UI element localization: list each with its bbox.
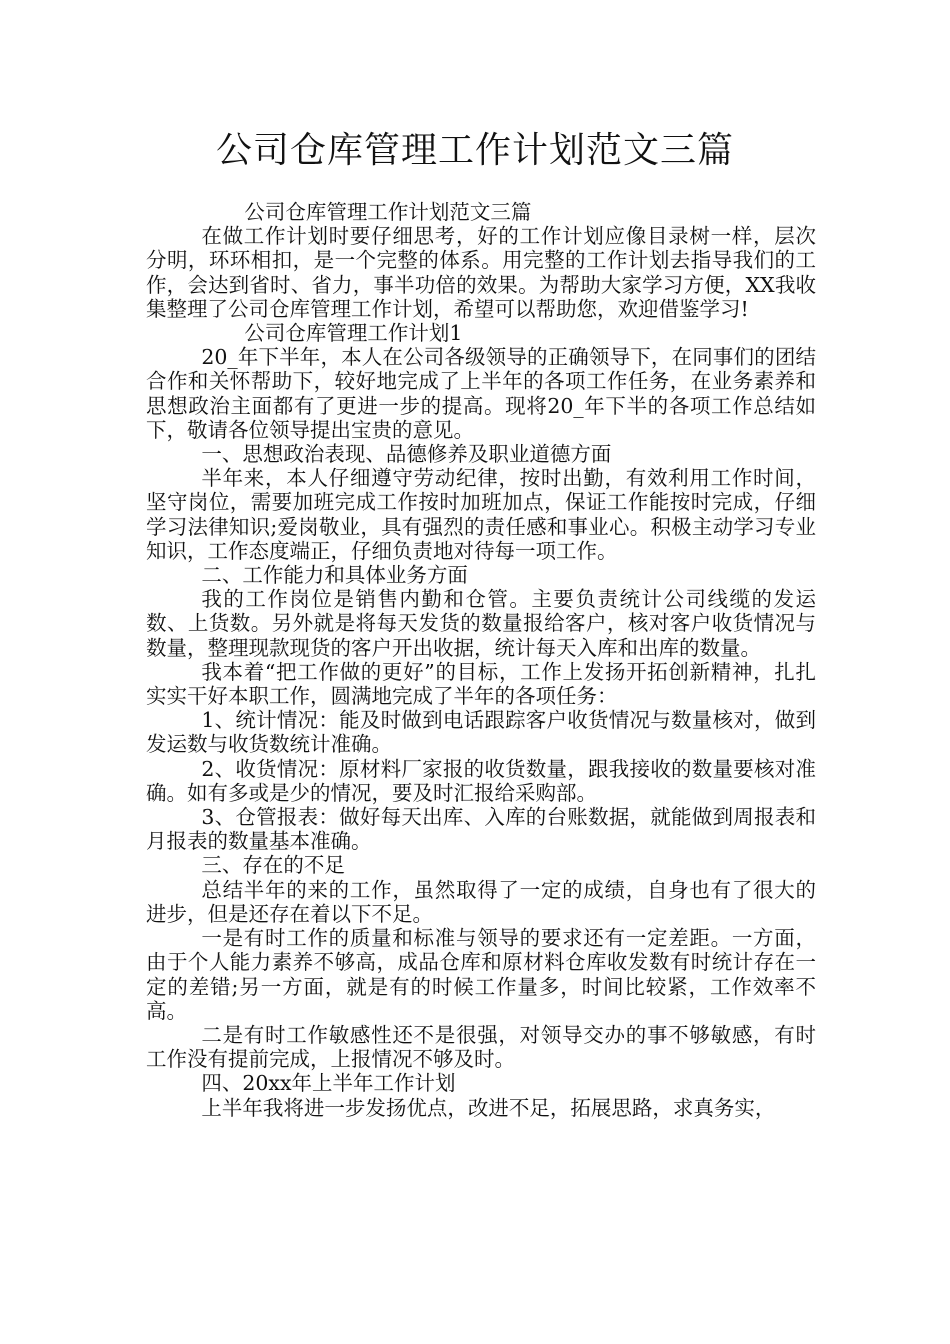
body-paragraph: 二、工作能力和具体业务方面 (201, 563, 468, 588)
body-paragraph: 一是有时工作的质量和标准与领导的要求还有一定差距。一方面，由于个人能力素养不够高，成品仓库和原材料仓库收发数有时统计存在一定的差错;另一方面，就是有的时候工作量多，时间比较紧，工作效率不高。 (146, 926, 816, 1023)
body-paragraph: 我的工作岗位是销售内勤和仓管。主要负责统计公司线缆的发运数、上货数。另外就是将每天发货的数量报给客户，核对客户收货情况与数量，整理现款现货的客户开出收据，统计每天入库和出库的数量。 (146, 587, 816, 660)
body-paragraph: 半年来，本人仔细遵守劳动纪律，按时出勤，有效利用工作时间，坚守岗位，需要加班完成工作按时加班加点，保证工作能按时完成，仔细学习法律知识;爱岗敬业，具有强烈的责任感和事业心。积极主动学习专业知识，工作态度端正，仔细负责地对待每一项工作。 (146, 466, 816, 563)
body-paragraph: 总结半年的来的工作，虽然取得了一定的成绩，自身也有了很大的进步，但是还存在着以下不足。 (146, 877, 816, 926)
body-paragraph: 在做工作计划时要仔细思考，好的工作计划应像目录树一样，层次分明，环环相扣，是一个完整的体系。用完整的工作计划去指导我们的工作，会达到省时、省力，事半功倍的效果。为帮助大家学习方便，XX我收集整理了公司仓库管理工作计划，希望可以帮助您，欢迎借鉴学习! (146, 224, 816, 321)
document-title: 公司仓库管理工作计划范文三篇 (215, 130, 734, 171)
body-paragraph: 一、思想政治表现、品德修养及职业道德方面 (201, 442, 612, 467)
body-paragraph: 2、收货情况：原材料厂家报的收货数量，跟我接收的数量要核对准确。如有多或是少的情况，要及时汇报给采购部。 (146, 756, 816, 805)
section-heading: 公司仓库管理工作计划1 (244, 321, 463, 346)
body-paragraph: 二是有时工作敏感性还不是很强，对领导交办的事不够敏感，有时工作没有提前完成，上报情况不够及时。 (146, 1022, 816, 1072)
section-heading: 公司仓库管理工作计划范文三篇 (244, 200, 532, 224)
body-paragraph: 我本着“把工作做的更好”的目标，工作上发扬开拓创新精神，扎扎实实干好本职工作，圆满地完成了半年的各项任务： (146, 659, 816, 709)
body-paragraph: 三、存在的不足 (201, 853, 345, 878)
body-paragraph: 20_年下半年，本人在公司各级领导的正确领导下，在同事们的团结合作和关怀帮助下，较好地完成了上半年的各项工作任务，在业务素养和思想政治主面都有了更进一步的提高。现将20_年下半的各项工作总结如下，敬请各位领导提出宝贵的意见。 (146, 345, 816, 442)
body-paragraph: 3、仓管报表：做好每天出库、入库的台账数据，就能做到周报表和月报表的数量基本准确。 (146, 805, 816, 854)
body-paragraph: 1、统计情况：能及时做到电话跟踪客户收货情况与数量核对，做到发运数与收货数统计准确。 (146, 708, 816, 757)
body-paragraph: 上半年我将进一步发扬优点，改进不足，拓展思路，求真务实， (201, 1095, 776, 1120)
document-body (146, 200, 816, 1120)
body-paragraph: 四、20xx年上半年工作计划 (201, 1071, 456, 1096)
